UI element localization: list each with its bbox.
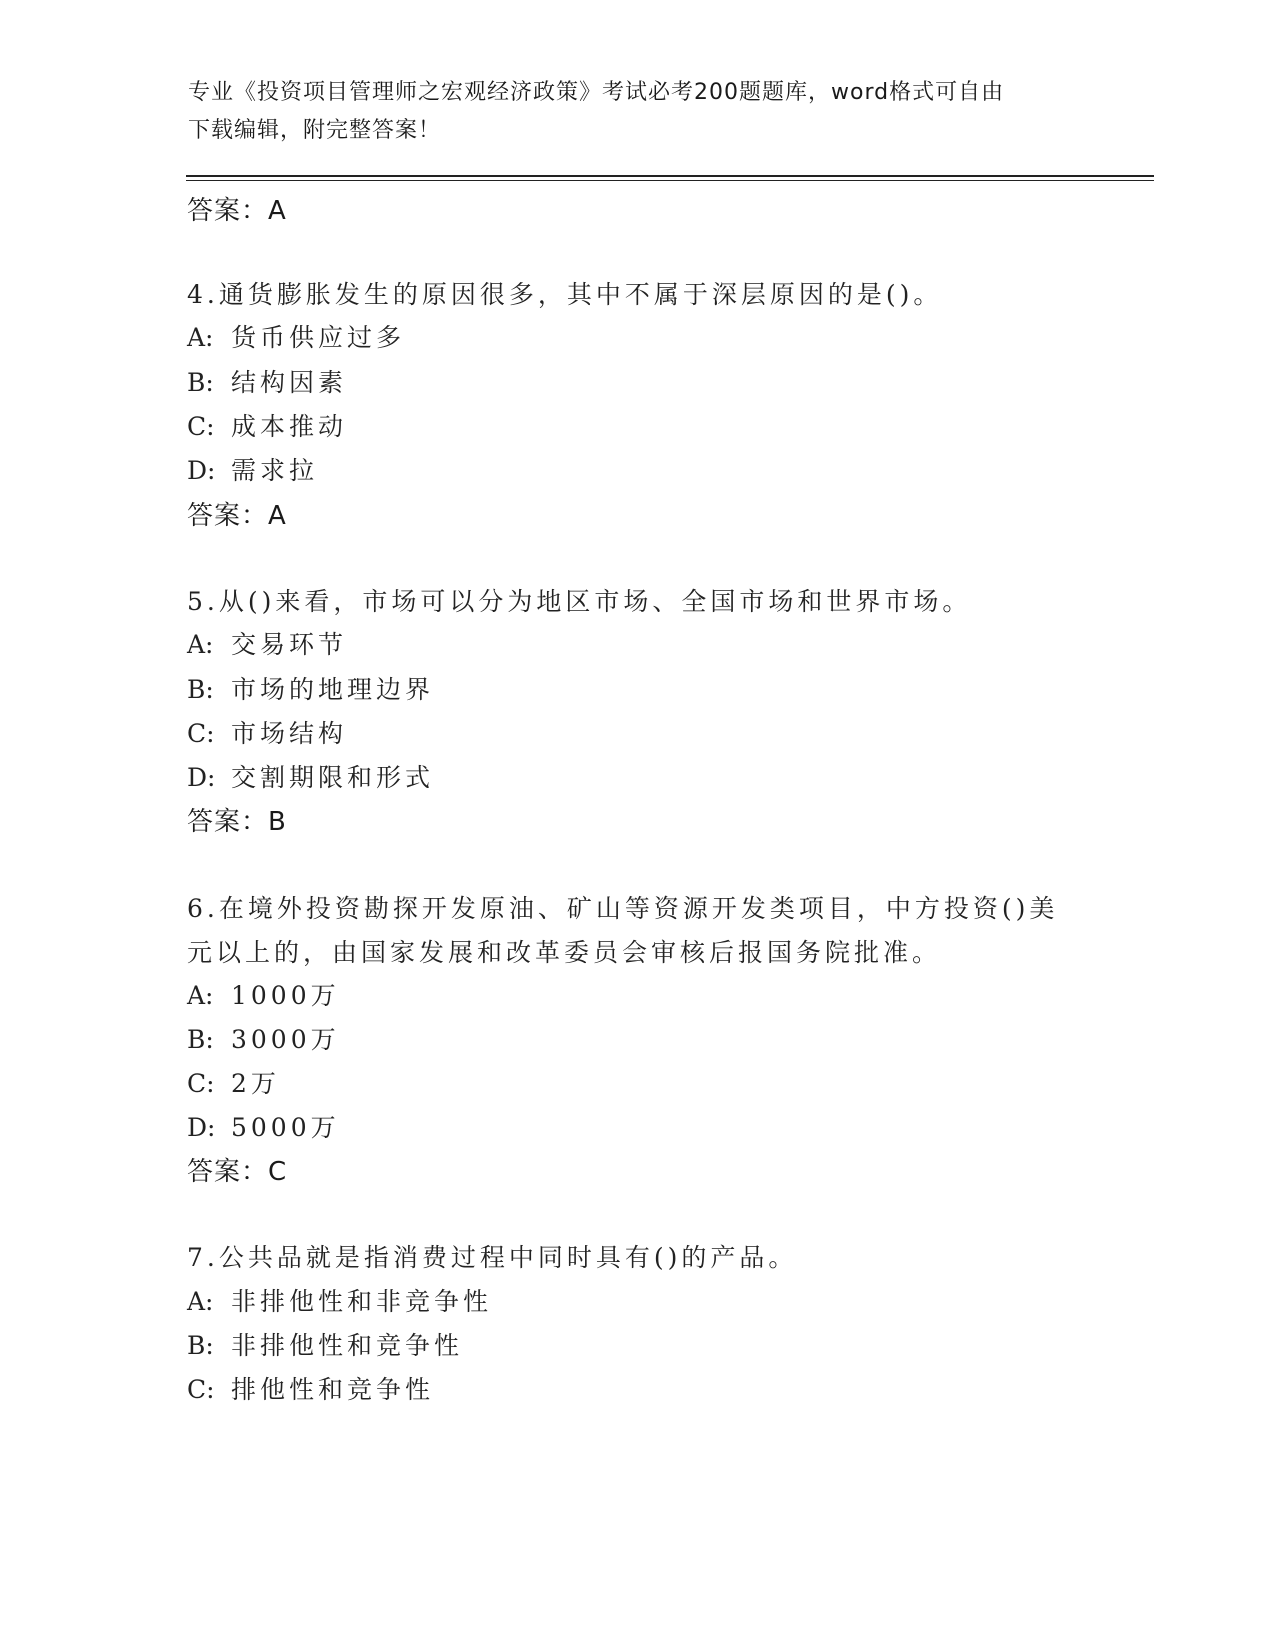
option-text: 成本推动 <box>231 412 348 441</box>
option-letter: A: <box>187 1287 214 1316</box>
question-5-option-d <box>187 758 434 794</box>
question-6-answer: 答案：C <box>187 1157 288 1187</box>
option-letter: A: <box>187 323 214 352</box>
option-text: 货币供应过多 <box>231 323 406 352</box>
header-divider-thick <box>186 175 1154 177</box>
option-text: 排他性和竞争性 <box>231 1375 435 1404</box>
question-4-option-c <box>187 407 347 443</box>
option-letter: B: <box>187 368 214 397</box>
option-letter: B: <box>187 1025 214 1054</box>
question-5-option-b <box>187 670 434 706</box>
question-6-option-d <box>187 1108 340 1144</box>
document-header <box>188 74 1078 150</box>
option-letter: C: <box>187 412 215 441</box>
header-line-1: 专业《投资项目管理师之宏观经济政策》考试必考200题题库，word格式可自由 <box>188 80 1005 105</box>
option-letter: D: <box>187 456 216 485</box>
question-4-answer: 答案：A <box>187 501 287 531</box>
question-7-stem: 7.公共品就是指消费过程中同时具有()的产品。 <box>187 1243 798 1272</box>
option-text: 5000万 <box>231 1113 340 1142</box>
question-5-option-c <box>187 714 347 750</box>
option-text: 非排他性和竞争性 <box>231 1331 464 1360</box>
question-7-option-c <box>187 1370 434 1406</box>
option-letter: B: <box>187 1331 214 1360</box>
option-letter: C: <box>187 1375 215 1404</box>
option-text: 需求拉 <box>231 456 319 485</box>
option-letter: D: <box>187 1113 216 1142</box>
header-divider-thin <box>186 180 1154 181</box>
option-text: 交易环节 <box>231 630 348 659</box>
option-text: 1000万 <box>231 981 340 1010</box>
option-letter: A: <box>187 981 214 1010</box>
question-5-answer: 答案：B <box>187 807 287 837</box>
question-6-stem-line-1: 6.在境外投资勘探开发原油、矿山等资源开发类项目，中方投资()美 <box>187 894 1059 923</box>
option-text: 3000万 <box>231 1025 340 1054</box>
question-6-option-c <box>187 1064 280 1100</box>
question-5-option-a <box>187 625 347 661</box>
option-text: 结构因素 <box>231 368 348 397</box>
header-line-2: 下载编辑，附完整答案！ <box>188 118 442 143</box>
option-text: 市场结构 <box>231 719 348 748</box>
option-letter: A: <box>187 630 214 659</box>
question-4-option-b <box>187 363 347 399</box>
option-text: 市场的地理边界 <box>231 675 435 704</box>
question-7-option-b <box>187 1326 463 1362</box>
question-6-option-a <box>187 976 340 1012</box>
question-4-option-d <box>187 451 318 487</box>
option-text: 2万 <box>231 1069 280 1098</box>
question-6-stem-line-2: 元以上的，由国家发展和改革委员会审核后报国务院批准。 <box>187 938 942 967</box>
question-5-stem: 5.从()来看，市场可以分为地区市场、全国市场和世界市场。 <box>187 587 972 616</box>
answer-q3: 答案：A <box>187 196 287 226</box>
question-4-option-a <box>187 318 405 354</box>
question-4-stem: 4.通货膨胀发生的原因很多，其中不属于深层原因的是()。 <box>187 280 943 309</box>
option-letter: B: <box>187 675 214 704</box>
option-letter: C: <box>187 1069 215 1098</box>
option-text: 交割期限和形式 <box>231 763 435 792</box>
question-7-option-a <box>187 1282 492 1318</box>
option-letter: D: <box>187 763 216 792</box>
question-6-option-b <box>187 1020 340 1056</box>
option-letter: C: <box>187 719 215 748</box>
option-text: 非排他性和非竞争性 <box>231 1287 493 1316</box>
